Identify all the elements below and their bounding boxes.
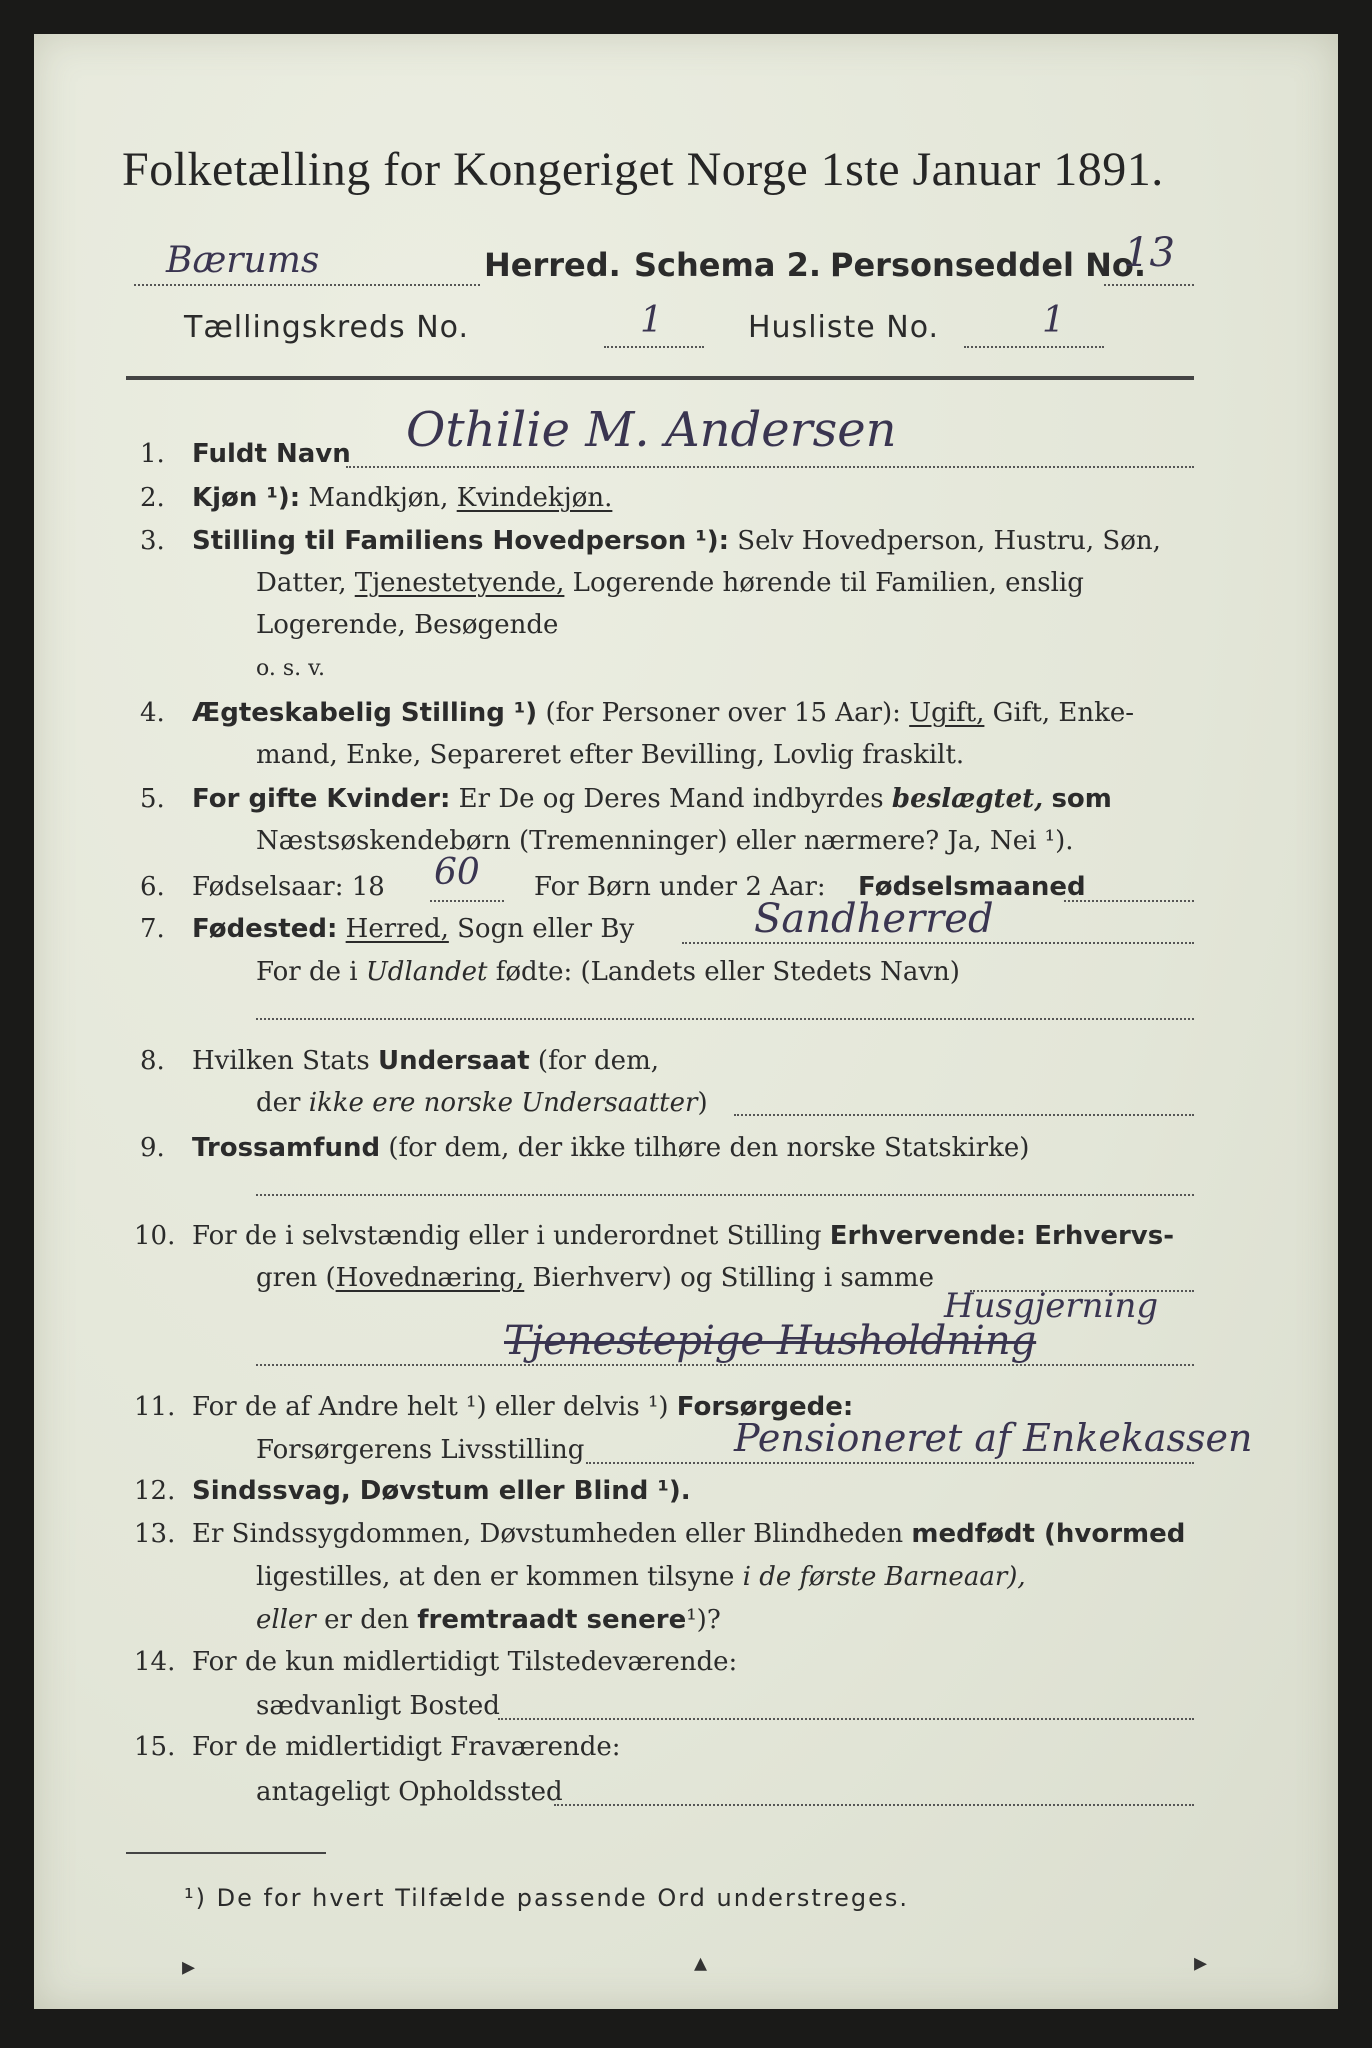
- item-14-line: [498, 1718, 1194, 1720]
- kreds-line: [604, 346, 704, 348]
- item-3-text-3: Logerende, Besøgende: [256, 610, 559, 640]
- item-9-number: 9.: [140, 1133, 165, 1163]
- item-9-label: Trossamfund: [192, 1133, 381, 1163]
- census-form: [34, 34, 1338, 2009]
- item-15-number: 15.: [134, 1732, 176, 1762]
- item-10-text-2a: gren (: [256, 1263, 336, 1293]
- item-2-label: Kjøn ¹):: [192, 483, 301, 513]
- item-14-label: For de kun midlertidigt Tilstedeværende:: [192, 1647, 738, 1677]
- item-5-text-1c: som: [1051, 784, 1112, 814]
- item-6-number: 6.: [140, 872, 165, 902]
- header-rule: [126, 376, 1194, 380]
- item-7-text-2a: For de i: [256, 957, 358, 987]
- item-10-value-2: Tjenestepige Husholdning: [504, 1318, 1037, 1364]
- personseddel-value: 13: [1124, 230, 1175, 276]
- item-9-row: [192, 1130, 1029, 1166]
- husliste-label: Husliste No.: [748, 310, 940, 345]
- item-8-text-2b: ikke ere norske Undersaatter: [308, 1088, 698, 1118]
- corner-mark-right: ▸: [1194, 1948, 1208, 1978]
- item-8-text-1: (for dem,: [537, 1046, 659, 1076]
- item-8-line-1: [192, 1043, 659, 1079]
- item-5-label: For gifte Kvinder:: [192, 784, 451, 814]
- item-4-text-1c: Gift, Enke-: [992, 698, 1135, 728]
- item-4-number: 4.: [140, 698, 165, 728]
- kreds-value: 1: [640, 300, 663, 341]
- item-12-number: 12.: [134, 1476, 176, 1506]
- corner-mark-left: ▸: [182, 1952, 196, 1982]
- item-7-value: Sandherred: [754, 896, 994, 942]
- item-9-text: (for dem, der ikke tilhøre den norske Statskirke): [388, 1133, 1030, 1163]
- item-11-line: [586, 1462, 1194, 1464]
- item-9-line: [256, 1194, 1194, 1196]
- item-2-option-male: Mandkjøn,: [308, 483, 449, 513]
- item-13-line-1: [192, 1516, 1185, 1552]
- footnote-rule: [126, 1852, 326, 1854]
- item-4-text-1b: Ugift,: [909, 698, 985, 728]
- item-1-line: [346, 466, 1194, 468]
- item-8-line-2: [256, 1085, 708, 1121]
- item-13-text-3c: fremtraadt senere: [417, 1605, 687, 1635]
- item-13-line-2: [256, 1559, 1026, 1595]
- item-13-text-3b: er den: [324, 1605, 409, 1635]
- item-1-label: Fuldt Navn: [192, 439, 351, 469]
- item-8-number: 8.: [140, 1046, 165, 1076]
- item-7-label: Fødested:: [192, 914, 338, 944]
- item-13-text-3a: eller: [256, 1605, 316, 1635]
- item-3-text-2c: Logerende hørende til Familien, enslig: [572, 568, 1084, 598]
- item-3-text-2a: Datter,: [256, 568, 347, 598]
- item-4-label: Ægteskabelig Stilling ¹): [192, 698, 538, 728]
- item-7-text-2b: Udlandet: [365, 957, 488, 987]
- item-13-text-1b: medfødt (hvormed: [911, 1519, 1186, 1549]
- item-14-number: 14.: [134, 1647, 176, 1677]
- personseddel-line: [1104, 284, 1194, 286]
- corner-mark-center: ▴: [694, 1948, 708, 1978]
- item-3-line-2: [256, 565, 1084, 601]
- item-10-text-1c: Erhvervs-: [1034, 1221, 1175, 1251]
- item-7-line-1: [192, 911, 634, 947]
- item-10-line-b: [256, 1364, 1194, 1366]
- item-7-text-a: Herred,: [345, 914, 449, 944]
- item-13-text-2a: ligestilles, at den er kommen tilsyne: [256, 1562, 735, 1592]
- item-7-line-2-rule: [256, 1018, 1194, 1020]
- item-3-label: Stilling til Familiens Hovedperson ¹):: [192, 526, 730, 556]
- item-5-text-1b: beslægtet,: [891, 784, 1044, 814]
- item-1-number: 1.: [140, 439, 165, 469]
- item-8-text-2a: der: [256, 1088, 301, 1118]
- item-6-label-2: Fødselsmaaned: [858, 872, 1086, 902]
- item-5-text-1a: Er De og Deres Mand indbyrdes: [458, 784, 884, 814]
- item-3-text-2b: Tjenestetyende,: [354, 568, 565, 598]
- item-11-number: 11.: [134, 1392, 176, 1422]
- item-8-line: [734, 1114, 1194, 1116]
- item-7-number: 7.: [140, 914, 165, 944]
- item-13-number: 13.: [134, 1519, 176, 1549]
- herred-line: [134, 284, 480, 286]
- item-3-line-1: [192, 523, 1161, 559]
- item-6-month-line: [1064, 900, 1194, 902]
- item-5-text-2: Næstsøskendebørn (Tremenninger) eller nærmere? Ja, Nei ¹).: [256, 826, 1074, 856]
- item-5-number: 5.: [140, 784, 165, 814]
- item-13-text-2b: i de første Barneaar),: [742, 1562, 1026, 1592]
- item-12-label: Sindssvag, Døvstum eller Blind ¹).: [192, 1476, 691, 1506]
- schema-label: Schema 2.: [634, 246, 821, 284]
- herred-value: Bærums: [166, 240, 320, 281]
- husliste-value: 1: [1042, 300, 1065, 341]
- item-8-text-2c: ): [697, 1088, 708, 1118]
- item-11-text-1a: For de af Andre helt ¹) eller delvis ¹): [192, 1392, 669, 1422]
- item-10-text-1a: For de i selvstændig eller i underordnet Stilling: [192, 1221, 822, 1251]
- item-6-label: Fødselsaar: 18: [192, 872, 385, 902]
- item-7-text-2c: fødte: (Landets eller Stedets Navn): [495, 957, 960, 987]
- footnote: ¹) De for hvert Tilfælde passende Ord understreges.: [184, 1884, 909, 1912]
- item-8-label-b: Undersaat: [377, 1046, 530, 1076]
- item-3-number: 3.: [140, 526, 165, 556]
- item-2-option-female: Kvindekjøn.: [456, 483, 613, 513]
- item-7-line-2: [256, 954, 960, 990]
- item-10-number: 10.: [134, 1221, 176, 1251]
- kreds-label: Tællingskreds No.: [184, 310, 469, 345]
- item-6-value: 60: [434, 852, 480, 893]
- item-6-text: For Børn under 2 Aar:: [534, 872, 826, 902]
- item-7-text-b: Sogn eller By: [457, 914, 635, 944]
- item-15-line: [554, 1804, 1194, 1806]
- item-14-text-2: sædvanligt Bosted: [256, 1691, 500, 1721]
- item-8-label: Hvilken Stats: [192, 1046, 370, 1076]
- item-13-text-1a: Er Sindssygdommen, Døvstumheden eller Blindheden: [192, 1519, 904, 1549]
- item-4-text-2: mand, Enke, Separeret efter Bevilling, Lovlig fraskilt.: [256, 740, 965, 770]
- item-11-text-2: Forsørgerens Livsstilling: [256, 1435, 585, 1465]
- personseddel-label: Personseddel No.: [830, 246, 1147, 284]
- item-10-line-1: [192, 1218, 1174, 1254]
- item-3-text-1: Selv Hovedperson, Hustru, Søn,: [737, 526, 1161, 556]
- item-6-year-line: [430, 900, 504, 902]
- item-7-line: [682, 942, 1194, 944]
- item-1-value: Othilie M. Andersen: [406, 402, 897, 458]
- item-4-line-1: [192, 695, 1134, 731]
- item-2-row: [192, 480, 612, 516]
- item-5-line-1: [192, 781, 1112, 817]
- herred-label: Herred.: [484, 246, 621, 284]
- item-10-text-2c: Bierhverv) og Stilling i samme: [532, 1263, 934, 1293]
- item-10-text-2b: Hovednæring,: [335, 1263, 525, 1293]
- item-15-text-2: antageligt Opholdssted: [256, 1777, 563, 1807]
- form-title: Folketælling for Kongeriget Norge 1ste Januar 1891.: [122, 143, 1164, 196]
- item-11-text-1b: Forsørgede:: [676, 1392, 854, 1422]
- item-15-label: For de midlertidigt Fraværende:: [192, 1732, 621, 1762]
- item-3-text-4: o. s. v.: [256, 656, 325, 681]
- item-4-text-1a: (for Personer over 15 Aar):: [545, 698, 901, 728]
- item-13-line-3: [256, 1602, 721, 1638]
- item-10-line-2: [256, 1260, 934, 1296]
- item-10-text-1b: Erhvervende:: [829, 1221, 1027, 1251]
- item-10-value-1: Husgjerning: [944, 1286, 1159, 1326]
- item-13-text-3d: ¹)?: [686, 1605, 721, 1635]
- item-2-number: 2.: [140, 483, 165, 513]
- item-11-value: Pensioneret af Enkekassen: [734, 1416, 1253, 1460]
- husliste-line: [964, 346, 1104, 348]
